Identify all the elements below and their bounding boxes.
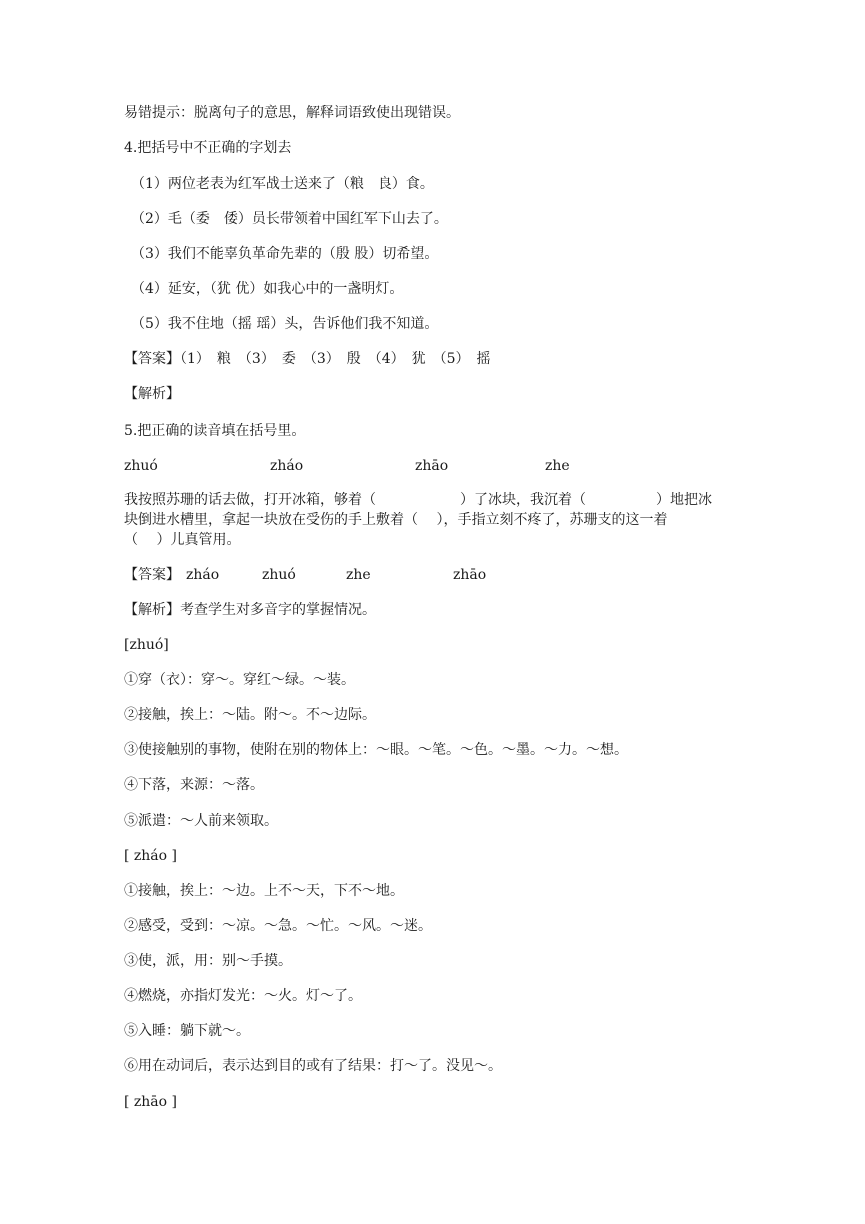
pinyin-option: zhuó xyxy=(124,458,158,474)
passage-line: （ ）儿真管用。 xyxy=(124,532,241,548)
pinyin-option: zháo xyxy=(270,458,304,474)
passage-line: 块倒进水槽里，拿起一块放在受伤的手上敷着（ ），手指立刻不疼了，苏珊支的这一着 xyxy=(124,512,668,528)
answer-pinyin: zhuó xyxy=(262,567,296,583)
question-4-item: （1）两位老表为红军战士送来了（粮 良）食。 xyxy=(131,176,434,192)
question-4-item: （3）我们不能辜负革命先辈的（殷 股）切希望。 xyxy=(131,246,439,262)
section-heading-zhao2: [ zháo ] xyxy=(124,848,177,864)
pinyin-option: zhe xyxy=(545,458,570,474)
error-hint: 易错提示：脱离句子的意思，解释词语致使出现错误。 xyxy=(124,105,460,121)
answer-text: （1） 粮 （3） 委 （3） 殷 （4） 犹 （5） 摇 xyxy=(180,351,491,367)
definition-item: ⑤派遣：～人前来领取。 xyxy=(124,813,278,829)
answer-pinyin: zhe xyxy=(346,567,371,583)
question-4-analysis-label: 【解析】 xyxy=(124,386,180,402)
question-4-answer xyxy=(124,349,491,369)
definition-item: ④下落，来源：～落。 xyxy=(124,777,264,793)
definition-item: ④燃烧，亦指灯发光：～火。灯～了。 xyxy=(124,988,362,1004)
question-4-item: （4）延安，（犹 优）如我心中的一盏明灯。 xyxy=(131,281,404,297)
pinyin-option: zhāo xyxy=(415,458,449,474)
definition-item: ⑤入睡：躺下就～。 xyxy=(124,1023,250,1039)
answer-label: 【答案】 xyxy=(124,567,180,583)
definition-item: ③使，派，用：别～手摸。 xyxy=(124,953,292,969)
definition-item: ⑥用在动词后，表示达到目的或有了结果：打～了。没见～。 xyxy=(124,1058,502,1074)
section-heading-zhuo: [zhuó] xyxy=(124,637,169,653)
answer-label: 【答案】 xyxy=(124,351,180,367)
passage-line: 我按照苏珊的话去做，打开冰箱，够着（ ）了冰块，我沉着（ ）地把冰 xyxy=(124,492,712,508)
definition-item: ①接触，挨上：～边。上不～天，下不～地。 xyxy=(124,883,404,899)
answer-pinyin-row xyxy=(124,565,624,585)
analysis-text: 考查学生对多音字的掌握情况。 xyxy=(180,602,376,618)
answer-pinyin: zháo xyxy=(186,567,220,583)
definition-item: ②接触，挨上：～陆。附～。不～边际。 xyxy=(124,707,376,723)
question-5-analysis xyxy=(124,600,376,620)
definition-item: ③使接触别的事物，使附在别的物体上：～眼。～笔。～色。～墨。～力。～想。 xyxy=(124,742,628,758)
definition-item: ①穿（衣）：穿～。穿红～绿。～装。 xyxy=(124,672,355,688)
question-4-item: （5）我不住地（摇 瑶）头，告诉他们我不知道。 xyxy=(131,316,439,332)
pinyin-options xyxy=(124,456,744,476)
question-5-title: 5.把正确的读音填在括号里。 xyxy=(124,423,306,439)
analysis-label: 【解析】 xyxy=(124,602,180,618)
section-heading-zhao1: [ zhāo ] xyxy=(124,1094,177,1110)
definition-item: ②感受，受到：～凉。～急。～忙。～风。～迷。 xyxy=(124,918,432,934)
question-4-title: 4.把括号中不正确的字划去 xyxy=(124,140,292,156)
answer-pinyin: zhāo xyxy=(453,567,487,583)
question-4-item: （2）毛（委 倭）员长带领着中国红军下山去了。 xyxy=(131,211,448,227)
